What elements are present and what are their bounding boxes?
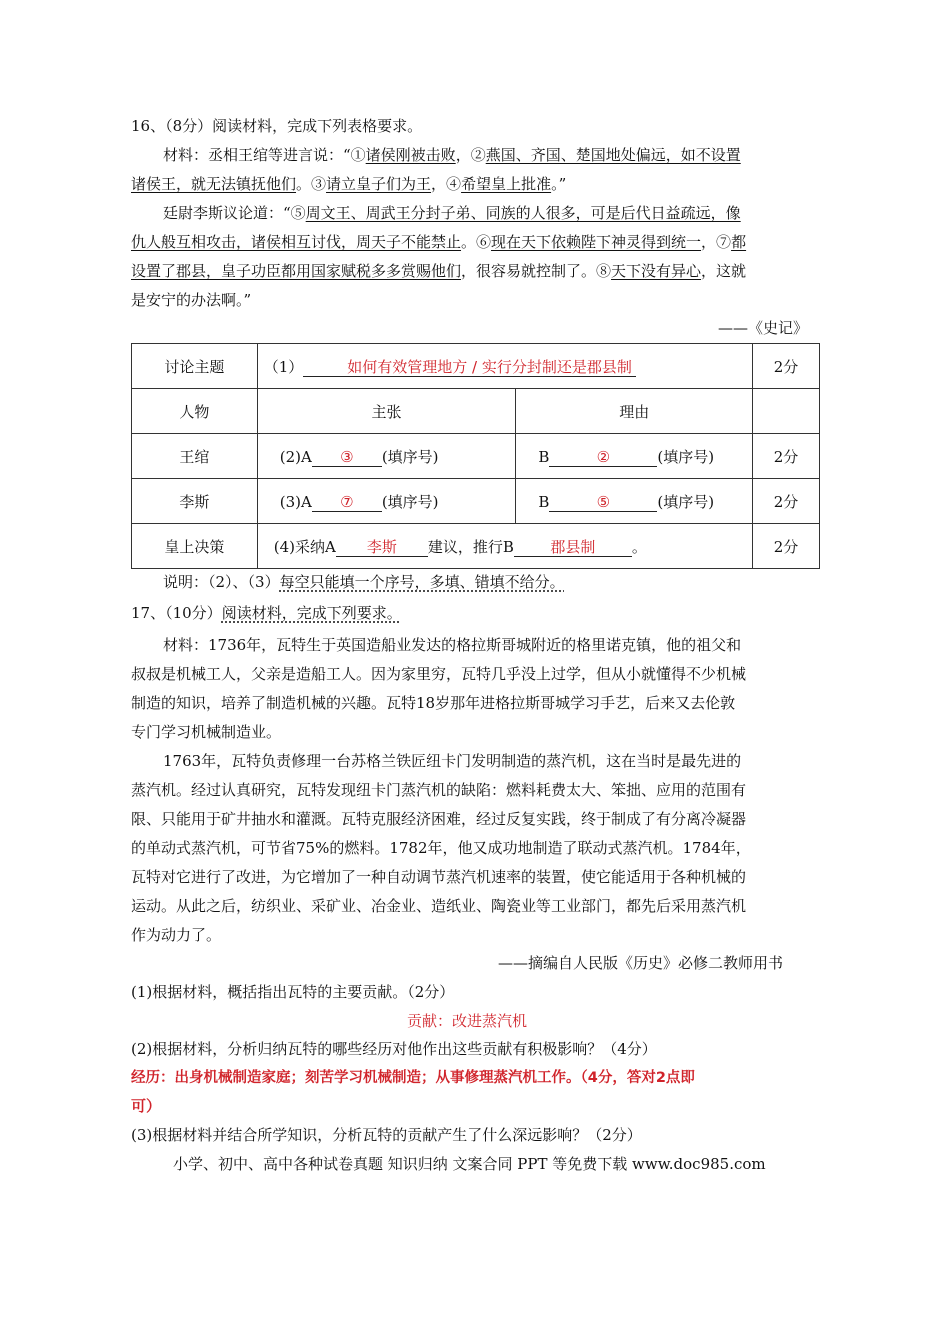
cell-score: 2分 [753, 524, 820, 569]
q17-p2-line: 运动。从此之后，纺织业、采矿业、冶金业、造纸业、陶瓷业等工业部门，都先后采用蒸汽机 [131, 897, 747, 915]
answer-blank: 李斯 [336, 538, 428, 557]
cell-topic-answer [257, 344, 752, 389]
m1-sep-1: ，② [455, 146, 486, 164]
m2-tail: ，这就 [701, 262, 747, 280]
answer-blank: 郡县制 [514, 538, 632, 557]
cell-score [753, 389, 820, 434]
q17-p2-line: 瓦特对它进行了改进，为它增加了一种自动调节蒸汽机速率的装置，使它能适用于各种机械的 [131, 868, 747, 886]
m2-mid: ，很容易就控制了。⑧ [461, 262, 612, 280]
blank-suffix: (填序号) [657, 492, 715, 511]
m1-underline-1: 诸侯刚被击败 [365, 146, 456, 164]
table-row [132, 479, 820, 524]
q16-material-1-line-2 [131, 174, 566, 194]
m2-underline-2: 仇人般互相攻击，诸侯相互讨伐，周天子不能禁止 [131, 233, 462, 251]
table-row [132, 434, 820, 479]
answer-blank: ⑦ [312, 493, 382, 512]
blank-suffix: (填序号) [381, 492, 439, 511]
topic-prefix: （1） [263, 357, 304, 376]
q16-note [163, 572, 565, 592]
table-row [132, 524, 820, 569]
q17-answer-2-line-2: 可） [131, 1097, 162, 1115]
m2-underline-4: 都 [731, 233, 747, 251]
m2-underline-5: 设置了郡县，皇子功臣都用国家赋税多多赏赐他们 [131, 262, 462, 280]
blank-prefix: (2)A [279, 447, 312, 466]
q17-heading-text: 阅读材料，完成下列要求。 [221, 604, 402, 622]
m1-underline-5: 希望皇上批准 [461, 175, 552, 193]
q17-p1-line: 材料：1736年，瓦特生于英国造船业发达的格拉斯哥城附近的格里诺克镇，他的祖父和 [163, 636, 742, 654]
footer-text: 小学、初中、高中各种试卷真题 知识归纳 文案合同 PPT 等免费下载 www.doc985.com [173, 1155, 766, 1173]
blank-middle: 建议，推行B [427, 537, 514, 556]
note-emphasis: 每空只能填一个序号，多填、错填不给分。 [279, 573, 565, 591]
cell-topic-label: 讨论主题 [132, 344, 258, 389]
cell-score: 2分 [753, 479, 820, 524]
note-prefix: 说明：（2）、（3） [163, 573, 280, 591]
blank-prefix: (3)A [279, 492, 312, 511]
m2-underline-3: 现在天下依赖陛下神灵得到统一 [491, 233, 702, 251]
q17-p1-line: 叔叔是机械工人，父亲是造船工人。因为家里穷，瓦特几乎没上过学，但从小就懂得不少机械 [131, 665, 747, 683]
cell-claim-header: 主张 [257, 389, 516, 434]
cell-person-wangwan: 王绾 [132, 434, 258, 479]
topic-answer-blank: 如何有效管理地方 / 实行分封制还是郡县制 [303, 358, 636, 377]
m2-sep-2: ，⑦ [701, 233, 732, 251]
q17-answer-1: 贡献：改进蒸汽机 [407, 1012, 528, 1030]
q17-p2-line: 的单动式蒸汽机，可节省75%的燃料。1782年，他又成功地制造了联动式蒸汽机。1784年， [131, 839, 751, 857]
q16-material-2-line-1 [163, 203, 741, 223]
cell-lisi-reason [516, 479, 753, 524]
m2-label: 廷尉李斯议论道：“⑤ [163, 204, 306, 222]
q17-subquestion-1: (1)根据材料，概括指出瓦特的主要贡献。（2分） [131, 983, 455, 1001]
m1-sep-3: ，④ [431, 175, 462, 193]
blank-prefix: (4)采纳A [273, 537, 336, 556]
m1-sep-2: 。③ [296, 175, 327, 193]
answer-blank: ③ [312, 448, 382, 467]
m1-underline-2: 燕国、齐国、楚国地处偏远，如不设置 [485, 146, 741, 164]
cell-decision-answer [257, 524, 752, 569]
m1-underline-3: 诸侯王，就无法镇抚他们 [131, 175, 297, 193]
q17-p1-line: 专门学习机械制造业。 [131, 723, 282, 741]
cell-score: 2分 [753, 434, 820, 479]
m2-underline-1: 周文王、周武王分封子弟、同族的人很多，可是后代日益疏远，像 [305, 204, 741, 222]
blank-suffix: 。 [631, 537, 647, 556]
m1-underline-4: 请立皇子们为王 [326, 175, 432, 193]
q17-subquestion-2: (2)根据材料，分析归纳瓦特的哪些经历对他作出这些贡献有积极影响？（4分） [131, 1040, 657, 1058]
cell-person-lisi: 李斯 [132, 479, 258, 524]
table-row [132, 389, 820, 434]
q16-answer-table [131, 343, 820, 569]
cell-wangwan-reason [516, 434, 753, 479]
cell-wangwan-claim [257, 434, 516, 479]
table-row [132, 344, 820, 389]
q16-material-2-line-3 [131, 261, 746, 281]
answer-blank: ② [549, 448, 657, 467]
q17-p2-line: 限、只能用于矿井抽水和灌溉。瓦特克服经济困难，经过反复实践，终于制成了有分离冷凝器 [131, 810, 747, 828]
cell-reason-header: 理由 [516, 389, 753, 434]
q17-answer-2-line-1: 经历：出身机械制造家庭；刻苦学习机械制造；从事修理蒸汽机工作。（4分，答对2点即 [131, 1070, 695, 1086]
q17-heading-points: 17、（10分） [131, 604, 222, 622]
q17-subquestion-3: (3)根据材料并结合所学知识，分析瓦特的贡献产生了什么深远影响？（2分） [131, 1126, 642, 1144]
cell-person-header: 人物 [132, 389, 258, 434]
cell-score: 2分 [753, 344, 820, 389]
m2-sep-1: 。⑥ [461, 233, 492, 251]
m1-label: 材料：丞相王绾等进言说：“① [163, 146, 366, 164]
q16-material-2-line-2 [131, 232, 746, 252]
q16-source: ——《史记》 [718, 319, 809, 337]
answer-blank: ⑤ [549, 493, 657, 512]
q17-p2-line: 作为动力了。 [131, 926, 222, 944]
blank-prefix: B [538, 492, 550, 511]
cell-emperor-decision: 皇上决策 [132, 524, 258, 569]
q17-p2-line: 1763年，瓦特负责修理一台苏格兰铁匠纽卡门发明制造的蒸汽机，这在当时是最先进的 [163, 752, 742, 770]
cell-lisi-claim [257, 479, 516, 524]
q17-source: ——摘编自人民版《历史》必修二教师用书 [498, 954, 784, 972]
q16-material-1-line-1 [163, 145, 741, 165]
q16-heading: 16、（8分）阅读材料，完成下列表格要求。 [131, 117, 423, 135]
q16-material-2-line-4: 是安宁的办法啊。” [131, 291, 252, 309]
blank-prefix: B [538, 447, 550, 466]
blank-suffix: (填序号) [657, 447, 715, 466]
q17-p1-line: 制造的知识，培养了制造机械的兴趣。瓦特18岁那年进格拉斯哥城学习手艺，后来又去伦敦 [131, 694, 736, 712]
blank-suffix: (填序号) [381, 447, 439, 466]
q17-p2-line: 蒸汽机。经过认真研究，瓦特发现纽卡门蒸汽机的缺陷：燃料耗费太大、笨拙、应用的范围有 [131, 781, 747, 799]
m1-end: 。” [551, 175, 567, 193]
m2-underline-6: 天下没有异心 [611, 262, 702, 280]
q17-heading [131, 603, 402, 623]
